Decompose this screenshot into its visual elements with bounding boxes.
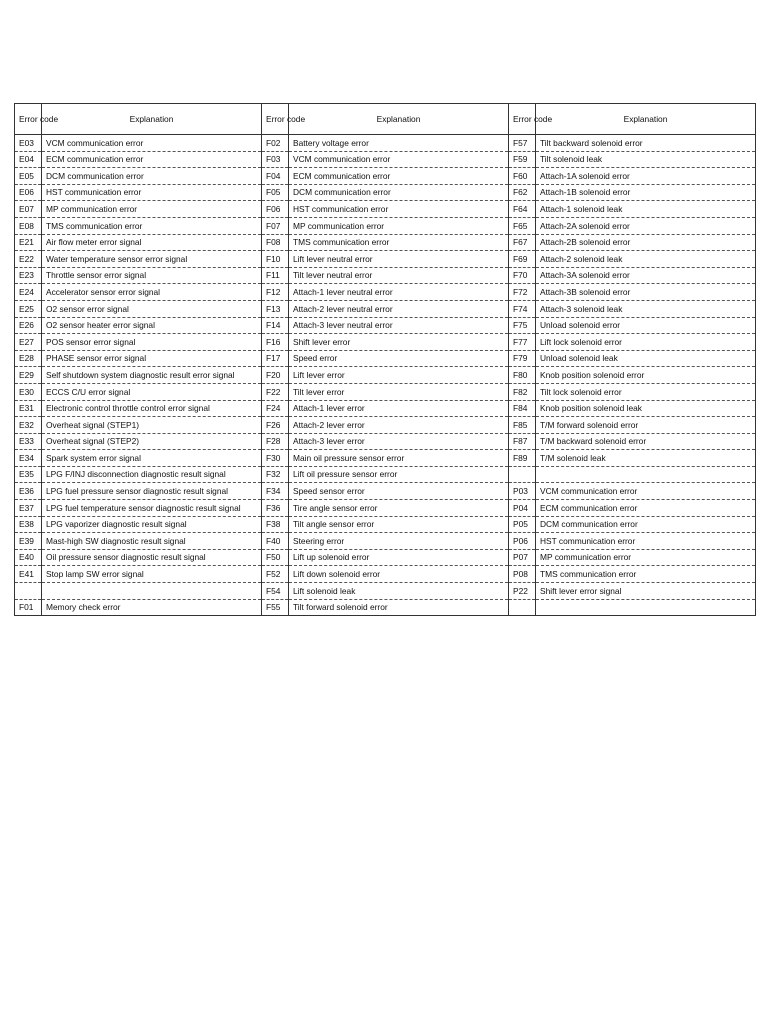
error-code-cell: F80 [509,367,536,384]
explanation-cell: Knob position solenoid leak [536,400,756,417]
error-code-cell: E33 [15,433,42,450]
error-code-cell: E41 [15,566,42,583]
error-code-cell: P06 [509,533,536,550]
error-code-cell: P08 [509,566,536,583]
explanation-cell: MP communication error [536,549,756,566]
error-code-cell: F57 [509,135,536,152]
error-code-cell: E40 [15,549,42,566]
error-code-cell: E08 [15,217,42,234]
explanation-cell [42,583,262,600]
explanation-cell [536,599,756,616]
explanation-cell: Lift oil pressure sensor error [289,466,509,483]
explanation-cell: Attach-1 lever neutral error [289,284,509,301]
explanation-cell: Lift down solenoid error [289,566,509,583]
error-code-cell: F70 [509,267,536,284]
explanation-cell: LPG vaporizer diagnostic result signal [42,516,262,533]
explanation-cell: T/M solenoid leak [536,450,756,467]
error-code-cell: F67 [509,234,536,251]
explanation-cell: Attach-3B solenoid error [536,284,756,301]
table-row [15,433,756,450]
error-code-cell: E24 [15,284,42,301]
error-code-cell: E29 [15,367,42,384]
error-code-cell: F14 [262,317,289,334]
explanation-cell: ECM communication error [536,500,756,517]
table-row [15,317,756,334]
table-row [15,184,756,201]
explanation-cell: Speed error [289,350,509,367]
error-code-cell: F40 [262,533,289,550]
error-code-cell: F02 [262,135,289,152]
error-code-header: Error code [262,104,289,135]
error-code-cell: F50 [262,549,289,566]
explanation-cell: Steering error [289,533,509,550]
table-row [15,466,756,483]
explanation-cell: Lift lever error [289,367,509,384]
error-code-cell: E26 [15,317,42,334]
explanation-cell: HST communication error [42,184,262,201]
error-code-cell: F52 [262,566,289,583]
error-code-header: Error code [15,104,42,135]
table-row [15,500,756,517]
error-code-cell: E23 [15,267,42,284]
explanation-cell: VCM communication error [289,151,509,168]
explanation-cell: PHASE sensor error signal [42,350,262,367]
error-code-cell: F30 [262,450,289,467]
explanation-cell: Memory check error [42,599,262,616]
explanation-cell: Attach-2 solenoid leak [536,251,756,268]
explanation-cell: ECM communication error [42,151,262,168]
error-code-cell: E32 [15,417,42,434]
explanation-cell: Unload solenoid error [536,317,756,334]
table-row [15,284,756,301]
error-code-cell: F64 [509,201,536,218]
explanation-cell: DCM communication error [536,516,756,533]
explanation-cell: ECCS C/U error signal [42,383,262,400]
explanation-cell: VCM communication error [536,483,756,500]
explanation-cell: Tilt angle sensor error [289,516,509,533]
error-code-cell: F24 [262,400,289,417]
explanation-cell: Tilt backward solenoid error [536,135,756,152]
explanation-cell: Throttle sensor error signal [42,267,262,284]
error-code-cell: E34 [15,450,42,467]
explanation-cell: VCM communication error [42,135,262,152]
table-row [15,383,756,400]
error-code-table [14,103,756,616]
explanation-cell: Water temperature sensor error signal [42,251,262,268]
error-code-cell: E21 [15,234,42,251]
table-row [15,549,756,566]
error-code-cell [509,599,536,616]
table-row [15,400,756,417]
error-code-cell: F26 [262,417,289,434]
error-code-cell: E30 [15,383,42,400]
table-header-row [15,104,756,135]
error-code-cell: E38 [15,516,42,533]
error-code-cell: F06 [262,201,289,218]
error-code-cell: F04 [262,168,289,185]
error-code-cell: F85 [509,417,536,434]
table-row [15,151,756,168]
explanation-cell: Lift solenoid leak [289,583,509,600]
error-code-cell: F36 [262,500,289,517]
table-row [15,251,756,268]
explanation-cell: Unload solenoid leak [536,350,756,367]
error-code-cell: F84 [509,400,536,417]
explanation-cell: ECM communication error [289,168,509,185]
error-code-cell: F12 [262,284,289,301]
error-code-cell: F03 [262,151,289,168]
explanation-cell: Oil pressure sensor diagnostic result signal [42,549,262,566]
table-row [15,234,756,251]
explanation-cell: Shift lever error [289,334,509,351]
error-code-cell: F17 [262,350,289,367]
table-row [15,583,756,600]
error-code-cell: F72 [509,284,536,301]
error-code-cell: E37 [15,500,42,517]
explanation-cell: TMS communication error [42,217,262,234]
explanation-cell: Shift lever error signal [536,583,756,600]
explanation-cell: Attach-1 solenoid leak [536,201,756,218]
explanation-cell: Attach-3 lever error [289,433,509,450]
explanation-cell: T/M forward solenoid error [536,417,756,434]
explanation-cell: Self shutdown system diagnostic result error signal [42,367,262,384]
error-code-cell: E06 [15,184,42,201]
table-row [15,201,756,218]
error-code-cell: F32 [262,466,289,483]
error-code-cell: F74 [509,300,536,317]
error-code-cell: P05 [509,516,536,533]
table-row [15,334,756,351]
explanation-cell: Main oil pressure sensor error [289,450,509,467]
explanation-cell: MP communication error [42,201,262,218]
table-row [15,267,756,284]
table-row [15,483,756,500]
explanation-cell: Attach-1B solenoid error [536,184,756,201]
explanation-cell: Lift lever neutral error [289,251,509,268]
explanation-cell: Lift up solenoid error [289,549,509,566]
explanation-cell: Attach-3A solenoid error [536,267,756,284]
error-code-cell: E03 [15,135,42,152]
table-row [15,300,756,317]
explanation-cell: Overheat signal (STEP1) [42,417,262,434]
explanation-cell: Tilt lock solenoid error [536,383,756,400]
error-code-cell: F01 [15,599,42,616]
error-code-cell: F38 [262,516,289,533]
error-code-cell: F77 [509,334,536,351]
error-code-cell: F59 [509,151,536,168]
explanation-cell: Speed sensor error [289,483,509,500]
explanation-cell: Mast-high SW diagnostic result signal [42,533,262,550]
explanation-cell [536,466,756,483]
error-code-header: Error code [509,104,536,135]
error-code-cell [15,583,42,600]
explanation-cell: Air flow meter error signal [42,234,262,251]
explanation-cell: TMS communication error [536,566,756,583]
explanation-cell: MP communication error [289,217,509,234]
explanation-header: Explanation [536,104,756,135]
error-code-cell: E35 [15,466,42,483]
error-code-cell [509,466,536,483]
error-code-cell: E25 [15,300,42,317]
error-code-cell: F05 [262,184,289,201]
error-code-cell: E27 [15,334,42,351]
error-code-cell: E22 [15,251,42,268]
error-code-cell: F34 [262,483,289,500]
table-row [15,135,756,152]
explanation-cell: Electronic control throttle control error signal [42,400,262,417]
error-code-cell: F54 [262,583,289,600]
error-code-cell: F08 [262,234,289,251]
table-row [15,599,756,616]
explanation-cell: DCM communication error [289,184,509,201]
error-code-cell: E07 [15,201,42,218]
table-row [15,566,756,583]
error-code-cell: P07 [509,549,536,566]
explanation-cell: Tire angle sensor error [289,500,509,517]
error-code-cell: E31 [15,400,42,417]
error-code-cell: F11 [262,267,289,284]
explanation-cell: O2 sensor error signal [42,300,262,317]
error-code-cell: P22 [509,583,536,600]
error-code-cell: F20 [262,367,289,384]
error-code-cell: F69 [509,251,536,268]
error-code-cell: F75 [509,317,536,334]
explanation-header: Explanation [289,104,509,135]
error-code-cell: P04 [509,500,536,517]
explanation-cell: Lift lock solenoid error [536,334,756,351]
table-row [15,450,756,467]
table-row [15,367,756,384]
error-code-cell: F62 [509,184,536,201]
error-code-cell: F16 [262,334,289,351]
explanation-cell: O2 sensor heater error signal [42,317,262,334]
table-row [15,533,756,550]
explanation-cell: Attach-3 solenoid leak [536,300,756,317]
explanation-cell: DCM communication error [42,168,262,185]
explanation-cell: Tilt forward solenoid error [289,599,509,616]
explanation-cell: T/M backward solenoid error [536,433,756,450]
error-code-cell: F65 [509,217,536,234]
table-row [15,516,756,533]
error-code-cell: F07 [262,217,289,234]
error-code-cell: F87 [509,433,536,450]
error-code-cell: F10 [262,251,289,268]
explanation-cell: TMS communication error [289,234,509,251]
error-code-cell: F22 [262,383,289,400]
explanation-cell: Tilt lever neutral error [289,267,509,284]
explanation-cell: Attach-3 lever neutral error [289,317,509,334]
explanation-cell: Knob position solenoid error [536,367,756,384]
error-code-cell: F82 [509,383,536,400]
table-row [15,350,756,367]
error-code-cell: P03 [509,483,536,500]
explanation-cell: Tilt solenoid leak [536,151,756,168]
error-code-cell: F28 [262,433,289,450]
error-code-cell: F89 [509,450,536,467]
explanation-cell: HST communication error [536,533,756,550]
error-code-cell: F55 [262,599,289,616]
explanation-cell: LPG fuel pressure sensor diagnostic result signal [42,483,262,500]
explanation-cell: Attach-2B solenoid error [536,234,756,251]
explanation-cell: Attach-2A solenoid error [536,217,756,234]
error-code-cell: E04 [15,151,42,168]
explanation-cell: Battery voltage error [289,135,509,152]
explanation-cell: Accelerator sensor error signal [42,284,262,301]
table-row [15,417,756,434]
explanation-cell: Attach-2 lever error [289,417,509,434]
error-code-cell: E28 [15,350,42,367]
explanation-cell: Attach-1A solenoid error [536,168,756,185]
error-code-cell: E36 [15,483,42,500]
error-code-cell: F13 [262,300,289,317]
explanation-cell: HST communication error [289,201,509,218]
explanation-header: Explanation [42,104,262,135]
explanation-cell: Overheat signal (STEP2) [42,433,262,450]
error-code-cell: E39 [15,533,42,550]
table-body [15,135,756,616]
table-row [15,168,756,185]
explanation-cell: LPG fuel temperature sensor diagnostic result signal [42,500,262,517]
explanation-cell: Attach-1 lever error [289,400,509,417]
explanation-cell: POS sensor error signal [42,334,262,351]
error-code-cell: E05 [15,168,42,185]
error-code-cell: F60 [509,168,536,185]
explanation-cell: Tilt lever error [289,383,509,400]
explanation-cell: LPG F/INJ disconnection diagnostic result signal [42,466,262,483]
explanation-cell: Attach-2 lever neutral error [289,300,509,317]
explanation-cell: Spark system error signal [42,450,262,467]
explanation-cell: Stop lamp SW error signal [42,566,262,583]
table-row [15,217,756,234]
error-code-page [14,103,755,616]
error-code-cell: F79 [509,350,536,367]
